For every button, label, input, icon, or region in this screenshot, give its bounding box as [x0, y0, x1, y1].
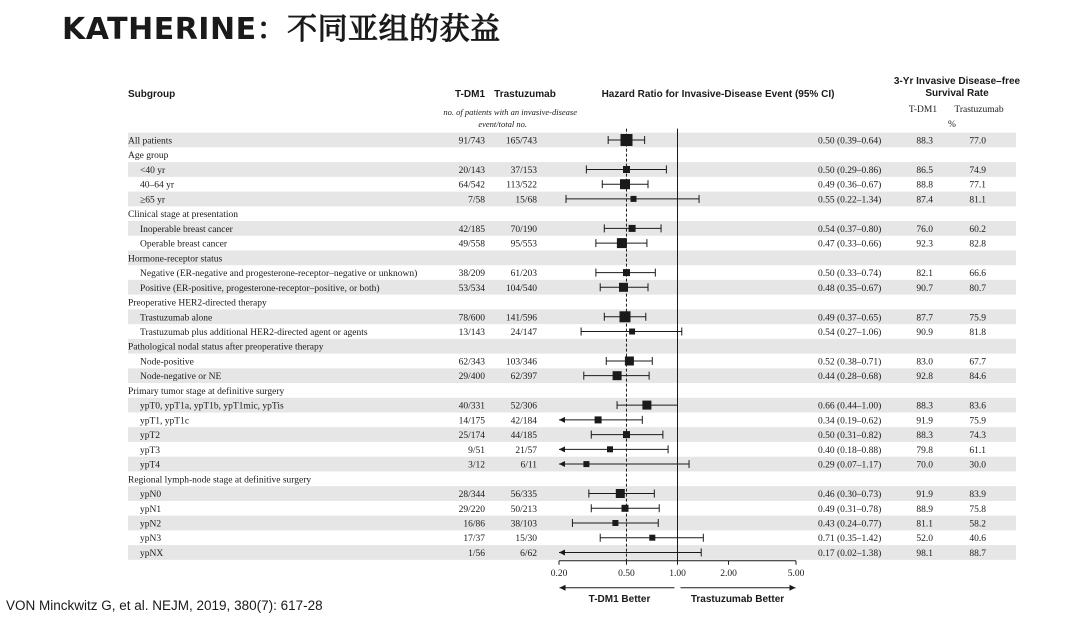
survival-trastuzumab: 67.7 [969, 357, 986, 368]
row-shade [128, 427, 1016, 442]
trastuzumab-count: 61/203 [510, 269, 537, 280]
tdm1-count: 14/175 [458, 416, 485, 427]
subgroup-header: Age group [128, 151, 169, 162]
tdm1-count: 17/37 [463, 534, 485, 545]
trastuzumab-count: 103/346 [505, 357, 537, 368]
subgroup-header: Pathological nodal status after preoperative therapy [128, 342, 324, 353]
hazard-ratio-text: 0.40 (0.18–0.88) [818, 445, 882, 456]
subgroup-label: ypT4 [140, 460, 161, 471]
survival-tdm1: 52.0 [916, 534, 933, 545]
header-note-line2: event/total no. [478, 119, 527, 129]
survival-tdm1: 92.8 [916, 372, 933, 383]
tdm1-count: 64/542 [458, 180, 485, 191]
tdm1-count: 29/400 [458, 372, 485, 383]
point-estimate [612, 520, 618, 526]
tdm1-count: 91/743 [458, 136, 485, 147]
survival-trastuzumab: 80.7 [969, 283, 986, 294]
trastuzumab-count: 104/540 [505, 283, 537, 294]
right-arrow-label: Trastuzumab Better [690, 593, 785, 605]
trastuzumab-count: 62/397 [510, 372, 537, 383]
point-estimate [629, 329, 635, 335]
hazard-ratio-text: 0.43 (0.24–0.77) [818, 519, 882, 530]
tdm1-count: 29/220 [458, 504, 485, 515]
point-estimate [607, 446, 613, 452]
point-estimate [617, 238, 627, 248]
row-shade [128, 368, 1016, 383]
survival-tdm1: 91.9 [916, 416, 933, 427]
point-estimate [642, 401, 651, 410]
survival-trastuzumab: 40.6 [969, 534, 986, 545]
hazard-ratio-text: 0.46 (0.30–0.73) [818, 490, 882, 501]
trastuzumab-count: 44/185 [510, 431, 537, 442]
subgroup-label: Trastuzumab alone [140, 313, 213, 324]
hazard-ratio-text: 0.66 (0.44–1.00) [818, 401, 882, 412]
survival-tdm1: 88.3 [916, 401, 933, 412]
hazard-ratio-text: 0.44 (0.28–0.68) [818, 372, 882, 383]
point-estimate [631, 196, 637, 202]
tdm1-count: 49/558 [458, 239, 485, 250]
trastuzumab-count: 37/153 [510, 165, 537, 176]
tdm1-count: 1/56 [468, 548, 485, 559]
point-estimate [629, 225, 636, 232]
tdm1-count: 20/143 [458, 165, 485, 176]
survival-tdm1: 81.1 [916, 519, 933, 530]
slide-title: KATHERINE：不同亚组的获益 [62, 12, 501, 47]
tdm1-count: 28/344 [458, 490, 485, 501]
trastuzumab-count: 95/553 [510, 239, 537, 250]
subgroup-label: ypT0, ypT1a, ypT1b, ypT1mic, ypTis [140, 401, 284, 412]
point-estimate [620, 179, 630, 189]
row-shade [128, 133, 1016, 148]
tdm1-count: 7/58 [468, 195, 485, 206]
hazard-ratio-text: 0.50 (0.31–0.82) [818, 431, 882, 442]
right-arrow-head [790, 585, 796, 591]
header-survival-trastuzumab: Trastuzumab [954, 105, 1004, 115]
subgroup-label: Operable breast cancer [140, 239, 228, 250]
row-shade [128, 251, 1016, 266]
subgroup-label: ypNX [140, 548, 164, 559]
subgroup-label: ≥65 yr [140, 195, 166, 206]
tdm1-count: 38/209 [458, 269, 485, 280]
survival-tdm1: 98.1 [916, 548, 933, 559]
subgroup-label: ypN2 [140, 519, 162, 530]
row-shade [128, 221, 1016, 236]
subgroup-header: Primary tumor stage at definitive surgery [128, 386, 285, 397]
header-survival-tdm1: T-DM1 [908, 105, 938, 115]
trastuzumab-count: 70/190 [510, 224, 537, 235]
subgroup-label: 40–64 yr [140, 180, 175, 191]
survival-tdm1: 88.3 [916, 431, 933, 442]
point-estimate [649, 535, 655, 541]
survival-tdm1: 86.5 [916, 165, 933, 176]
hazard-ratio-text: 0.52 (0.38–0.71) [818, 357, 882, 368]
survival-trastuzumab: 61.1 [969, 445, 986, 456]
survival-tdm1: 88.8 [916, 180, 933, 191]
subgroup-label: ypT2 [140, 431, 161, 442]
survival-tdm1: 87.4 [916, 195, 933, 206]
point-estimate [616, 489, 625, 498]
survival-trastuzumab: 88.7 [969, 548, 986, 559]
trastuzumab-count: 6/11 [520, 460, 537, 471]
subgroup-header: Regional lymph-node stage at definitive surgery [128, 475, 312, 486]
header-survival-line1: 3-Yr Invasive Disease–free [893, 76, 1021, 87]
survival-tdm1: 88.3 [916, 136, 933, 147]
survival-tdm1: 87.7 [916, 313, 933, 324]
survival-trastuzumab: 81.1 [969, 195, 986, 206]
survival-tdm1: 76.0 [916, 224, 933, 235]
subgroup-label: Negative (ER-negative and progesterone-receptor–negative or unknown) [140, 269, 418, 280]
survival-tdm1: 82.1 [916, 269, 933, 280]
survival-trastuzumab: 77.0 [969, 136, 986, 147]
survival-trastuzumab: 83.6 [969, 401, 986, 412]
point-estimate [613, 371, 622, 380]
survival-tdm1: 88.9 [916, 504, 933, 515]
hazard-ratio-text: 0.50 (0.29–0.86) [818, 165, 882, 176]
survival-trastuzumab: 60.2 [969, 224, 986, 235]
hazard-ratio-text: 0.71 (0.35–1.42) [818, 534, 882, 545]
trastuzumab-count: 24/147 [510, 327, 537, 338]
survival-trastuzumab: 74.3 [969, 431, 986, 442]
trastuzumab-count: 56/335 [510, 490, 537, 501]
point-estimate [620, 311, 631, 322]
survival-trastuzumab: 77.1 [969, 180, 986, 191]
header-survival-line2: Survival Rate [925, 88, 989, 99]
survival-tdm1: 70.0 [916, 460, 933, 471]
point-estimate [622, 505, 629, 512]
header-survival-unit: % [948, 120, 956, 130]
subgroup-label: Positive (ER-positive, progesterone-receptor–positive, or both) [140, 283, 380, 294]
hazard-ratio-text: 0.34 (0.19–0.62) [818, 416, 882, 427]
subgroup-header: Preoperative HER2-directed therapy [128, 298, 267, 309]
hazard-ratio-text: 0.54 (0.27–1.06) [818, 327, 882, 338]
trastuzumab-count: 38/103 [510, 519, 537, 530]
subgroup-label: Node-negative or NE [140, 372, 222, 383]
trastuzumab-count: 15/30 [515, 534, 537, 545]
hazard-ratio-text: 0.17 (0.02–1.38) [818, 548, 882, 559]
tdm1-count: 78/600 [458, 313, 485, 324]
header-subgroup: Subgroup [128, 89, 176, 100]
trastuzumab-count: 6/62 [520, 548, 537, 559]
survival-trastuzumab: 84.6 [969, 372, 986, 383]
x-tick-label: 0.20 [550, 568, 568, 579]
subgroup-header: Clinical stage at presentation [128, 210, 239, 221]
tdm1-count: 62/343 [458, 357, 485, 368]
hazard-ratio-text: 0.50 (0.39–0.64) [818, 136, 882, 147]
survival-tdm1: 79.8 [916, 445, 933, 456]
header-trastuzumab: Trastuzumab [494, 89, 556, 100]
x-tick-label: 0.50 [618, 568, 635, 579]
hazard-ratio-text: 0.54 (0.37–0.80) [818, 224, 882, 235]
survival-trastuzumab: 82.8 [969, 239, 986, 250]
row-shade [128, 162, 1016, 177]
survival-tdm1: 83.0 [916, 357, 933, 368]
survival-trastuzumab: 58.2 [969, 519, 986, 530]
tdm1-count: 9/51 [468, 445, 485, 456]
subgroup-label: All patients [128, 136, 173, 147]
subgroup-label: ypT1, ypT1c [140, 416, 190, 427]
survival-trastuzumab: 74.9 [969, 165, 986, 176]
survival-trastuzumab: 75.9 [969, 313, 986, 324]
survival-trastuzumab: 75.8 [969, 504, 986, 515]
survival-trastuzumab: 30.0 [969, 460, 986, 471]
tdm1-count: 13/143 [458, 327, 485, 338]
survival-tdm1: 90.7 [916, 283, 933, 294]
trastuzumab-count: 113/522 [506, 180, 537, 191]
trastuzumab-count: 21/57 [515, 445, 537, 456]
hazard-ratio-text: 0.48 (0.35–0.67) [818, 283, 882, 294]
x-tick-label: 5.00 [787, 568, 805, 579]
hazard-ratio-text: 0.47 (0.33–0.66) [818, 239, 882, 250]
left-arrow-label: T-DM1 Better [588, 593, 651, 605]
tdm1-count: 53/534 [458, 283, 485, 294]
subgroup-label: ypN1 [140, 504, 162, 515]
ci-arrow-left [559, 446, 565, 452]
survival-tdm1: 90.9 [916, 327, 933, 338]
trastuzumab-count: 52/306 [510, 401, 537, 412]
trastuzumab-count: 165/743 [505, 136, 537, 147]
x-tick-label: 2.00 [720, 568, 737, 579]
citation: VON Minckwitz G, et al. NEJM, 2019, 380(7): 617-28 [6, 598, 323, 613]
header-tdm1: T-DM1 [455, 89, 485, 100]
subgroup-label: Trastuzumab plus additional HER2-directed agent or agents [140, 327, 368, 338]
survival-trastuzumab: 81.8 [969, 327, 986, 338]
tdm1-count: 3/12 [468, 460, 485, 471]
point-estimate [583, 461, 589, 467]
subgroup-label: ypT3 [140, 445, 161, 456]
left-arrow-head [560, 585, 566, 591]
tdm1-count: 40/331 [458, 401, 485, 412]
subgroup-label: Node-positive [140, 357, 194, 368]
survival-trastuzumab: 66.6 [969, 269, 986, 280]
ci-arrow-left [559, 417, 565, 423]
survival-trastuzumab: 75.9 [969, 416, 986, 427]
trastuzumab-count: 15/68 [515, 195, 537, 206]
subgroup-label: Inoperable breast cancer [140, 224, 233, 235]
subgroup-label: <40 yr [140, 165, 166, 176]
tdm1-count: 42/185 [458, 224, 485, 235]
subgroup-header: Hormone-receptor status [128, 254, 223, 265]
survival-tdm1: 92.3 [916, 239, 933, 250]
trastuzumab-count: 42/184 [510, 416, 537, 427]
hazard-ratio-text: 0.55 (0.22–1.34) [818, 195, 882, 206]
header-note-line1: no. of patients with an invasive-disease [443, 107, 577, 117]
hazard-ratio-text: 0.49 (0.36–0.67) [818, 180, 882, 191]
row-shade [128, 486, 1016, 501]
tdm1-count: 16/86 [463, 519, 485, 530]
subgroup-label: ypN3 [140, 534, 162, 545]
hazard-ratio-text: 0.50 (0.33–0.74) [818, 269, 882, 280]
x-tick-label: 1.00 [669, 568, 686, 579]
row-shade [128, 309, 1016, 324]
trastuzumab-count: 50/213 [510, 504, 537, 515]
hazard-ratio-text: 0.49 (0.31–0.78) [818, 504, 882, 515]
trastuzumab-count: 141/596 [505, 313, 537, 324]
survival-trastuzumab: 83.9 [969, 490, 986, 501]
hazard-ratio-text: 0.49 (0.37–0.65) [818, 313, 882, 324]
header-hazard-ratio: Hazard Ratio for Invasive-Disease Event (95% CI) [601, 89, 835, 100]
subgroup-label: ypN0 [140, 490, 162, 501]
point-estimate [595, 416, 602, 423]
tdm1-count: 25/174 [458, 431, 485, 442]
hazard-ratio-text: 0.29 (0.07–1.17) [818, 460, 882, 471]
survival-tdm1: 91.9 [916, 490, 933, 501]
